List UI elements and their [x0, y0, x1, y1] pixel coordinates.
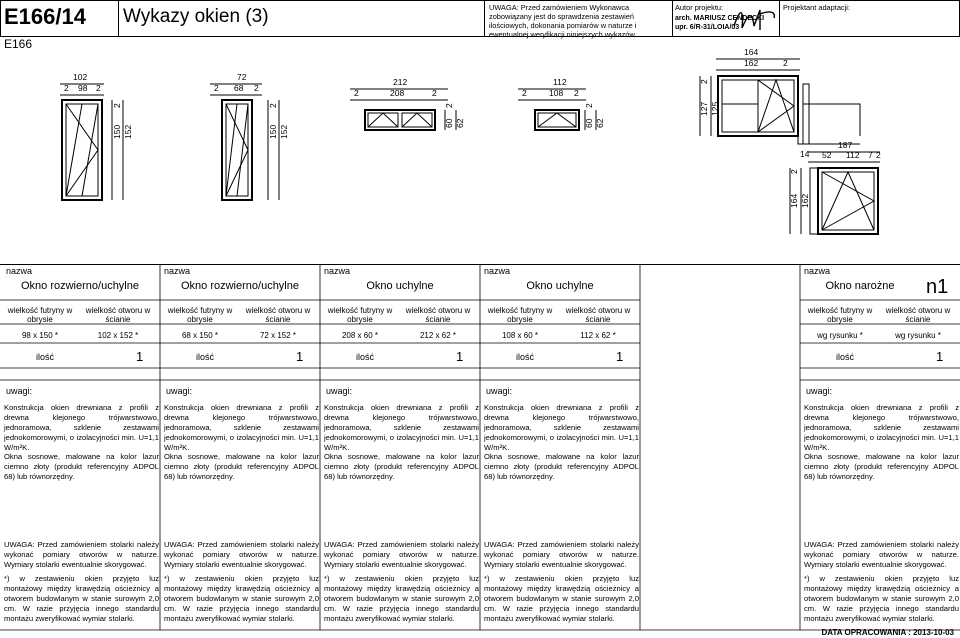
dim-label: 102 — [73, 72, 88, 82]
finish-text: Okna sosnowe, malowane na kolor lazur ciemno złoty (produkt referencyjny ADPOL 68) lub równorzędny. — [484, 452, 639, 481]
opening-size-header: wielkość otworu w ścianie — [405, 306, 471, 324]
dim-label: 108 — [549, 88, 564, 98]
author-name: arch. MARIUSZ CENDECKI — [675, 15, 765, 22]
order-note: UWAGA: Przed zamówieniem stolarki należy wykonać pomiary otworów w naturze. Wymiary stolarki ewentualnie skorygować. — [804, 540, 959, 569]
window-name: Okno rozwierno/uchylne — [180, 280, 299, 292]
finish-text: Okna sosnowe, malowane na kolor lazur ciemno złoty (produkt referencyjny ADPOL 68) lub równorzędny. — [4, 452, 159, 481]
qty-value: 1 — [136, 349, 144, 364]
qty-label: ilość — [516, 352, 535, 362]
qty-label: ilość — [196, 352, 215, 362]
dim-label: 2 — [522, 88, 527, 98]
frame-size-header: wielkość futryny w obrysie — [327, 306, 393, 324]
author-license: upr. 6/R-31/LOIA/03 — [675, 24, 740, 31]
dim-label: 60 — [444, 118, 454, 128]
finish-text: Okna sosnowe, malowane na kolor lazur ciemno złoty (produkt referencyjny ADPOL 68) lub równorzędny. — [804, 452, 959, 481]
frame-size-value: 208 x 60 * — [341, 331, 379, 340]
frame-size-header: wielkość futryny w obrysie — [487, 306, 553, 324]
dim-label: 62 — [595, 118, 605, 128]
dim-label: 2 — [584, 103, 594, 108]
construction-text: Konstrukcja okien drewniana z profili z drewna klejonego trójwarstwowo, jednoramowa, szklenie zestawami jednokomorowymi, o izolacyjności min. U=1,1 W/m²K. — [804, 403, 959, 452]
dim-label: 2 — [876, 150, 881, 160]
dim-label: 150 — [268, 124, 278, 139]
frame-size-header: wielkość futryny w obrysie — [7, 306, 73, 324]
dim-label: 2 — [268, 103, 278, 108]
opening-size-value: 102 x 152 * — [97, 331, 139, 340]
order-note: UWAGA: Przed zamówieniem stolarki należy wykonać pomiary otworów w naturze. Wymiary stolarki ewentualnie skorygować. — [324, 540, 479, 569]
window-name: Okno uchylne — [366, 280, 434, 292]
opening-size-value: 72 x 152 * — [259, 331, 297, 340]
qty-label: ilość — [36, 352, 55, 362]
dim-label: 2 — [432, 88, 437, 98]
sheet-subcode: E166 — [4, 37, 33, 51]
dim-label: 2 — [783, 58, 788, 68]
dim-label: 2 — [96, 83, 101, 93]
dim-label: 2 — [64, 83, 69, 93]
name-label: nazwa — [6, 266, 33, 276]
opening-size-value: 212 x 62 * — [419, 331, 457, 340]
frame-size-header: wielkość futryny w obrysie — [167, 306, 233, 324]
order-note: UWAGA: Przed zamówieniem stolarki należy wykonać pomiary otworów w naturze. Wymiary stolarki ewentualnie skorygować. — [164, 540, 319, 569]
opening-size-header: wielkość otworu w ścianie — [85, 306, 151, 324]
dim-label: 125 — [710, 101, 720, 116]
gap-note: *) w zestawieniu okien przyjęto luz montażowy między krawędzią ościeżnicy a otworem budowlanym w stanie surowym 2,0 cm. W razie przyjęcia innego standardu montażu zweryfikować wymiar stolarki. — [804, 574, 959, 623]
gap-note: *) w zestawieniu okien przyjęto luz montażowy między krawędzią ościeżnicy a otworem budowlanym w stanie surowym 2,0 cm. W razie przyjęcia innego standardu montażu zweryfikować wymiar stolarki. — [164, 574, 319, 623]
gap-note: *) w zestawieniu okien przyjęto luz montażowy między krawędzią ościeżnicy a otworem budowlanym w stanie surowym 2,0 cm. W razie przyjęcia innego standardu montażu zweryfikować wymiar stolarki. — [324, 574, 479, 623]
dim-label: 7 — [868, 150, 873, 160]
dim-label: 162 — [744, 58, 759, 68]
opening-size-header: wielkość otworu w ścianie — [885, 306, 951, 324]
dim-label: 68 — [234, 83, 244, 93]
dim-label: 98 — [78, 83, 88, 93]
dim-label: 127 — [699, 101, 709, 116]
dim-label: 164 — [789, 193, 799, 208]
window-name: Okno rozwierno/uchylne — [20, 280, 139, 292]
construction-text: Konstrukcja okien drewniana z profili z drewna klejonego trójwarstwowo, jednoramowa, szklenie zestawami jednokomorowymi, o izolacyjności min. U=1,1 W/m²K. — [484, 403, 639, 452]
dim-label: 208 — [390, 88, 405, 98]
dim-label: 62 — [455, 118, 465, 128]
frame-size-value: 98 x 150 * — [21, 331, 59, 340]
remarks-label: uwagi: — [166, 386, 193, 396]
qty-value: 1 — [616, 349, 624, 364]
dim-label: 2 — [214, 83, 219, 93]
dim-label: 14 — [800, 149, 810, 159]
opening-size-header: wielkość otworu w ścianie — [245, 306, 311, 324]
remarks-label: uwagi: — [486, 386, 513, 396]
gap-note: *) w zestawieniu okien przyjęto luz montażowy między krawędzią ościeżnicy a otworem budowlanym w stanie surowym 2,0 cm. W razie przyjęcia innego standardu montażu zweryfikować wymiar stolarki. — [4, 574, 159, 623]
adaptation-label: Projektant adaptacji: — [783, 3, 850, 12]
window-name: Okno uchylne — [526, 280, 594, 292]
frame-size-value: wg rysunku * — [817, 331, 863, 340]
name-label: nazwa — [164, 266, 191, 276]
dim-label: 72 — [237, 72, 247, 82]
opening-size-header: wielkość otworu w ścianie — [565, 306, 631, 324]
qty-value: 1 — [456, 349, 464, 364]
window-mark: n1 — [926, 276, 949, 298]
qty-label: ilość — [356, 352, 375, 362]
frame-size-value: 108 x 60 * — [501, 331, 539, 340]
order-note: UWAGA: Przed zamówieniem stolarki należy wykonać pomiary otworów w naturze. Wymiary stolarki ewentualnie skorygować. — [4, 540, 159, 569]
dim-label: 212 — [393, 77, 408, 87]
dim-label: 2 — [574, 88, 579, 98]
dim-label: 2 — [254, 83, 259, 93]
dim-label: 112 — [846, 150, 860, 160]
author-label: Autor projektu: — [675, 3, 724, 12]
opening-size-value: wg rysunku * — [895, 331, 941, 340]
dim-label: 152 — [279, 124, 289, 139]
name-label: nazwa — [484, 266, 511, 276]
dim-label: 187 — [838, 140, 853, 150]
name-label: nazwa — [324, 266, 351, 276]
window-name: Okno narożne — [825, 280, 895, 292]
dim-label: 2 — [112, 103, 122, 108]
issue-date: DATA OPRACOWANIA : 2013-10-03 — [821, 628, 954, 637]
opening-size-value: 112 x 62 * — [580, 331, 616, 340]
construction-text: Konstrukcja okien drewniana z profili z drewna klejonego trójwarstwowo, jednoramowa, szklenie zestawami jednokomorowymi, o izolacyjności min. U=1,1 W/m²K. — [164, 403, 319, 452]
dim-label: 2 — [354, 88, 359, 98]
order-note: UWAGA: Przed zamówieniem stolarki należy wykonać pomiary otworów w naturze. Wymiary stolarki ewentualnie skorygować. — [484, 540, 639, 569]
dim-label: 2 — [789, 169, 799, 174]
finish-text: Okna sosnowe, malowane na kolor lazur ciemno złoty (produkt referencyjny ADPOL 68) lub równorzędny. — [324, 452, 479, 481]
frame-size-value: 68 x 150 * — [181, 331, 219, 340]
dim-label: 2 — [444, 103, 454, 108]
qty-label: ilość — [836, 352, 855, 362]
sheet-title: Wykazy okien (3) — [123, 6, 269, 27]
dim-label: 2 — [699, 79, 709, 84]
dim-label: 112 — [553, 77, 567, 87]
remarks-label: uwagi: — [806, 386, 833, 396]
dim-label: 164 — [744, 47, 759, 57]
remarks-label: uwagi: — [6, 386, 33, 396]
remarks-label: uwagi: — [326, 386, 353, 396]
name-label: nazwa — [804, 266, 831, 276]
construction-text: Konstrukcja okien drewniana z profili z drewna klejonego trójwarstwowo, jednoramowa, szklenie zestawami jednokomorowymi, o izolacyjności min. U=1,1 W/m²K. — [324, 403, 479, 452]
dim-label: 52 — [822, 150, 832, 160]
construction-text: Konstrukcja okien drewniana z profili z drewna klejonego trójwarstwowo, jednoramowa, szklenie zestawami jednokomorowymi, o izolacyjności min. U=1,1 W/m²K. — [4, 403, 159, 452]
header-warning: UWAGA: Przed zamówieniem Wykonawca zobowiązany jest do sprawdzenia zestawień ilościowych, dokonania pomiarów w naturze i ewentualnej weryfikacji niniejszych wykazów. — [489, 3, 637, 39]
sheet-code: E166/14 — [4, 4, 86, 29]
dim-label: 60 — [584, 118, 594, 128]
qty-value: 1 — [296, 349, 304, 364]
qty-value: 1 — [936, 349, 944, 364]
finish-text: Okna sosnowe, malowane na kolor lazur ciemno złoty (produkt referencyjny ADPOL 68) lub równorzędny. — [164, 452, 319, 481]
frame-size-header: wielkość futryny w obrysie — [807, 306, 873, 324]
gap-note: *) w zestawieniu okien przyjęto luz montażowy między krawędzią ościeżnicy a otworem budowlanym w stanie surowym 2,0 cm. W razie przyjęcia innego standardu montażu zweryfikować wymiar stolarki. — [484, 574, 639, 623]
dim-label: 150 — [112, 124, 122, 139]
dim-label: 162 — [800, 193, 810, 208]
dim-label: 152 — [123, 124, 133, 139]
